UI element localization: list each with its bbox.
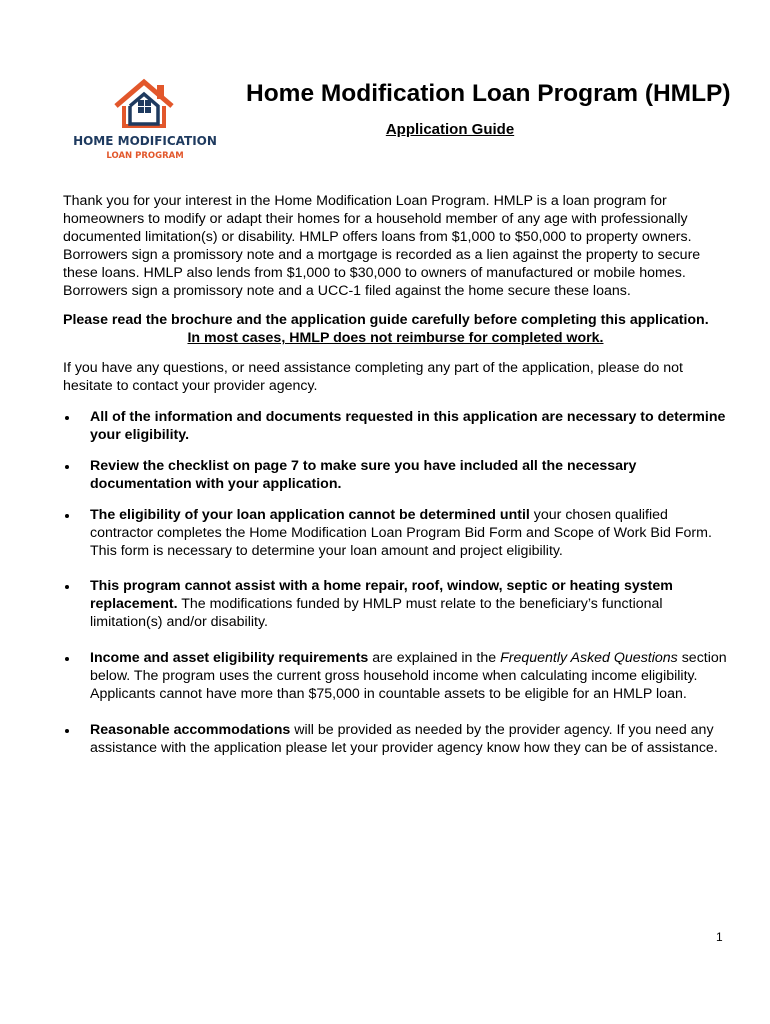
reimburse-notice: In most cases, HMLP does not reimburse for completed work. (187, 330, 604, 347)
list-item (63, 578, 728, 632)
program-logo (70, 76, 220, 168)
bullet-bold-text: Review the checklist on page 7 to make sure you have included all the necessary documentation with your application. (90, 457, 637, 492)
logo-subtitle: LOAN PROGRAM (106, 151, 184, 161)
intro-paragraph: Thank you for your interest in the Home Modification Loan Program. HMLP is a loan program for homeowners to modify or adapt their homes for a household member of any age with professionally documented limitation(s) or disability. HMLP offers loans from $1,000 to $50,000 to property owners. Borrowers sign a promissory note and a mortgage is recorded as a lien against the property to secure these loans. HMLP also lends from $1,000 to $30,000 to owners of manufactured or mobile homes. Borrowers sign a promissory note and a UCC-1 filed against the home secure these loans. (63, 193, 701, 299)
faq-reference: Frequently Asked Questions (500, 650, 678, 667)
bullet-text: The modifications funded by HMLP must relate to the beneficiary’s functional limitation(s) and/or disability. (90, 596, 663, 631)
bullet-bold-text: Income and asset eligibility requirements (90, 650, 369, 667)
list-item (63, 650, 728, 704)
read-notice: Please read the brochure and the application guide carefully before completing this application. (63, 312, 709, 329)
bullet-text: your chosen qualified contractor completes the Home Modification Loan Program Bid Form and Scope of Work Bid Form. This form is necessary to determine your loan amount and project eligibility. (90, 506, 712, 559)
bullet-bold-text: This program cannot assist with a home repair, roof, window, septic or heating system replacement. (90, 578, 673, 613)
document-body (63, 193, 728, 758)
page-number: 1 (716, 930, 723, 944)
logo-title: HOME MODIFICATION (73, 134, 217, 148)
page-subtitle: Application Guide (385, 121, 515, 138)
list-item (63, 722, 728, 758)
bullet-bold-text: The eligibility of your loan application cannot be determined until (90, 506, 530, 523)
list-item (63, 409, 728, 445)
list-item (63, 458, 728, 494)
bullet-bold-text: All of the information and documents requested in this application are necessary to determine your eligibility. (90, 409, 726, 443)
bullet-text: will be provided as needed by the provider agency. If you need any assistance with the application please let your provider agency know how they can be of assistance. (90, 721, 718, 756)
bullet-text: are explained in the (368, 650, 501, 667)
list-item (63, 507, 728, 561)
bullet-bold-text: Reasonable accommodations (90, 721, 291, 738)
help-paragraph: If you have any questions, or need assistance completing any part of the application, please do not hesitate to contact your provider agency. (63, 360, 683, 395)
page-title: Home Modification Loan Program (HMLP) (246, 80, 731, 107)
house-logo-icon (110, 76, 182, 132)
requirements-list (63, 409, 728, 758)
bullet-text: section below. The program uses the current gross household income when calculating income eligibility. Applicants cannot have more than $75,000 in countable assets to be eligible for an HMLP loan. (90, 650, 727, 702)
